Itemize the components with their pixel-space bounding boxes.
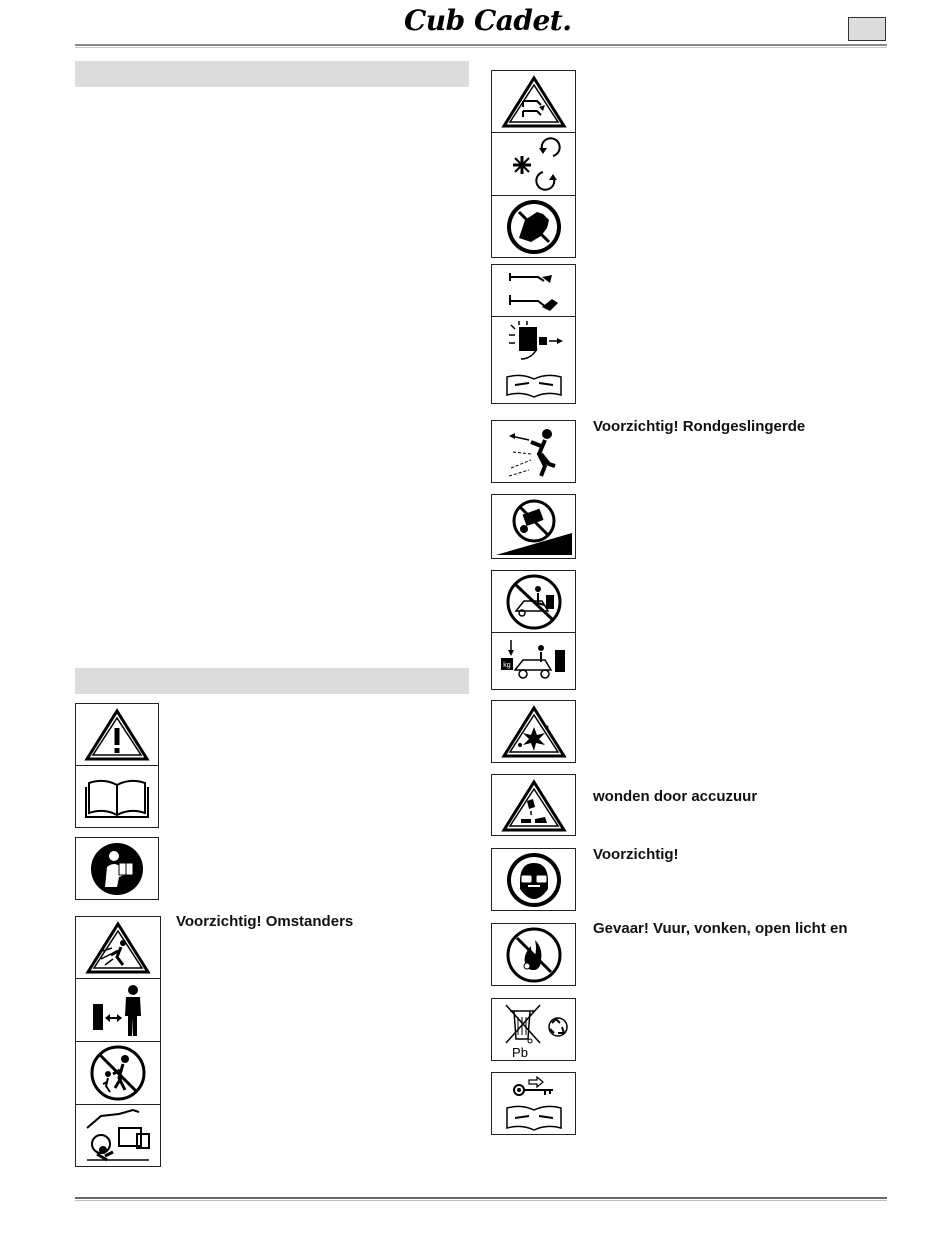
rotating-blades-icon (492, 133, 575, 196)
icon-group-read-manual (75, 837, 159, 900)
no-slope-rollover-icon (492, 495, 575, 559)
cub-cadet-logo: Cub Cadet. (404, 4, 572, 37)
thrown-objects-warning-icon (76, 917, 160, 979)
icon-group-passengers (491, 570, 576, 690)
lead-symbol-text: Pb (511, 1045, 528, 1059)
explosion-warning-icon (492, 701, 575, 763)
footer-rule (75, 1197, 887, 1199)
icon-group-recycling (491, 998, 576, 1061)
header-rule (75, 44, 887, 46)
warning-triangle-icon (76, 704, 158, 766)
cutting-blade-warning-icon (492, 71, 575, 133)
no-children-icon (76, 1042, 160, 1105)
icon-group-eye-protection (491, 848, 576, 911)
icon-group-key-manual (491, 1072, 576, 1135)
page-number-box (848, 17, 886, 41)
battery-disposal-icon (492, 999, 575, 1061)
section-heading-bar-2 (75, 668, 469, 694)
caption-omstanders: Voorzichtig! Omstanders (176, 913, 354, 930)
no-passengers-icon (492, 571, 575, 633)
reversing-hazard-icon (76, 1105, 160, 1167)
caption-rondgeslingerde: Voorzichtig! Rondgeslingerde (593, 418, 806, 435)
tow-weight-limit-icon (492, 633, 575, 690)
icon-group-explosion (491, 700, 576, 763)
caption-voorzichtig: Voorzichtig! (593, 846, 679, 863)
section-heading-bar-1 (75, 61, 469, 87)
icon-group-warning-manual (75, 703, 159, 828)
keep-distance-icon (76, 979, 160, 1042)
thrown-debris-icon (492, 421, 575, 483)
caption-accuzuur: wonden door accuzuur (593, 788, 758, 805)
icon-group-slope (491, 494, 576, 559)
disconnect-spark-plug-manual-icon (492, 317, 575, 404)
footer-rule-secondary (75, 1200, 887, 1201)
corrosive-acid-icon (492, 775, 575, 836)
icon-group-blade-hazards (491, 70, 576, 258)
remove-key-manual-icon (492, 1073, 575, 1135)
icon-group-bystanders (75, 916, 161, 1167)
icon-group-maintenance (491, 264, 576, 404)
header-rule-secondary (75, 47, 887, 48)
icon-group-no-fire (491, 923, 576, 986)
no-open-flame-icon (492, 924, 575, 986)
caption-vuur: Gevaar! Vuur, vonken, open licht en (593, 920, 848, 937)
keep-hands-away-icon (492, 196, 575, 258)
wear-eye-protection-icon (492, 849, 575, 911)
weight-symbol-text: kg (502, 661, 511, 669)
read-manual-icon (76, 838, 158, 900)
blade-removal-icon (492, 265, 575, 317)
icon-group-acid (491, 774, 576, 836)
open-manual-icon (76, 766, 158, 828)
icon-group-thrown-objects (491, 420, 576, 483)
